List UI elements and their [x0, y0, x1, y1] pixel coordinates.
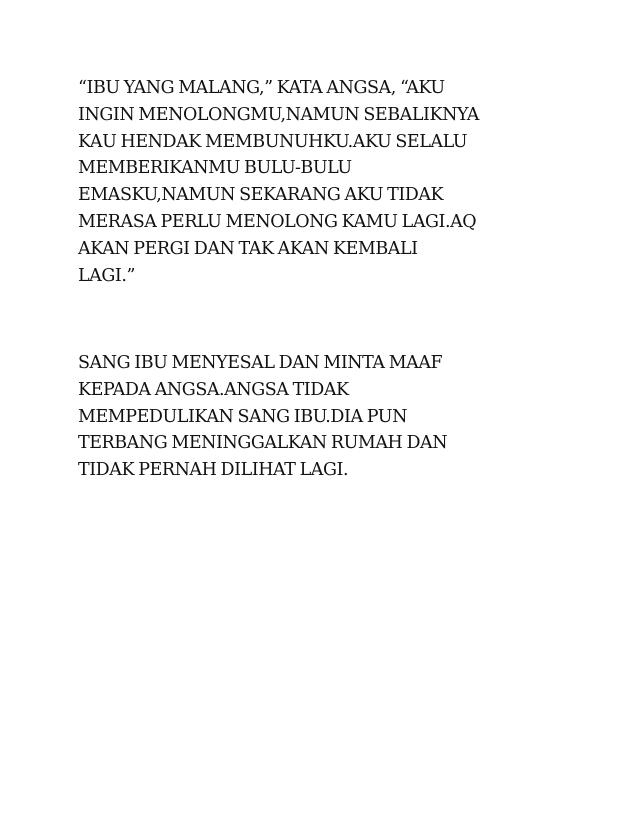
text-line: SANG IBU MENYESAL DAN MINTA MAAF — [78, 353, 443, 373]
text-line: KEPADA ANGSA.ANGSA TIDAK — [78, 379, 349, 400]
text-line: MEMPEDULIKAN SANG IBU.DIA PUN — [78, 406, 407, 427]
text-line: TIDAK PERNAH DILIHAT LAGI. — [78, 460, 349, 481]
text-line: MERASA PERLU MENOLONG KAMU LAGI.AQ — [78, 211, 477, 232]
text-line: TERBANG MENINGGALKAN RUMAH DAN — [78, 433, 448, 454]
text-line: INGIN MENOLONGMU,NAMUN SEBALIKNYA — [78, 104, 479, 125]
text-line: MEMBERIKANMU BULU-BULU — [78, 158, 352, 179]
paragraph-1 — [78, 75, 479, 289]
text-line: EMASKU,NAMUN SEKARANG AKU TIDAK — [78, 185, 444, 206]
text-line: “IBU YANG MALANG,” KATA ANGSA, “AKU — [78, 78, 445, 98]
text-line: LAGI.” — [78, 265, 135, 286]
paragraph-2 — [78, 350, 447, 484]
text-line: AKAN PERGI DAN TAK AKAN KEMBALI — [78, 238, 418, 259]
text-line: KAU HENDAK MEMBUNUHKU.AKU SELALU — [78, 131, 468, 152]
